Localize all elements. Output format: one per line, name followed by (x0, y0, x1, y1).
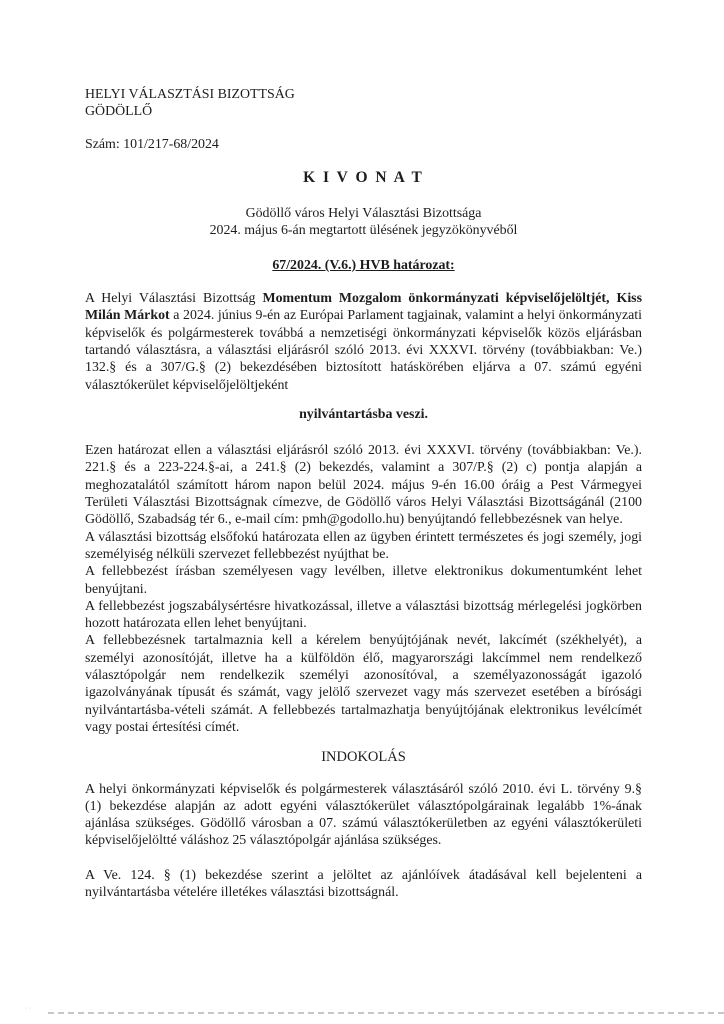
appeal-paragraph-1: Ezen határozat ellen a választási eljárásról szóló 2013. évi XXXVI. törvény (továbbiakban: Ve.). 221.§ és a 223-224.§-ai, a 241.§ (2) bekezdés, valamint a 307/P.§ (2) c) pontja alapján a meghozatalától számított három napon belül 2024. május 9-én 16.00 óráig a Pest Vármegyei Területi Választási Bizottságnak címezve, de Gödöllő város Helyi Választási Bizottságánál (2100 Gödöllő, Szabadság tér 6., e-mail cím: pmh@godollo.hu) benyújtandó fellebbezésnek van helye. (85, 443, 642, 528)
decision-operative-clause: nyilvántartásba veszi. (299, 406, 428, 422)
document-subtitle (85, 205, 642, 240)
document-number: Szám: 101/217-68/2024 (85, 136, 219, 152)
subtitle-line2: 2024. május 6-án megtartott ülésének jegyzökönyvéből (209, 223, 518, 239)
appeal-paragraph-3: A fellebbezést írásban személyesen vagy levélben, illetve elektronikus dokumentumként lehet benyújtani. (85, 564, 642, 597)
reasoning-heading: INDOKOLÁS (321, 749, 406, 766)
decision-heading: 67/2024. (V.6.) HVB határozat: (272, 257, 455, 273)
letterhead (85, 86, 642, 121)
decision-paragraph (85, 290, 642, 394)
appeal-paragraph-5: A fellebbezésnek tartalmaznia kell a kérelem benyújtójának nevét, lakcímét (székhelyét), a személyi azonosítóját, illetve ha a külföldön élő, magyarországi lakcímmel nem rendelkező választópolgár nem rendelkezik személyi azonosítóval, a személyazonosságát igazoló igazolványának típusát és számát, vagy jelölő szervezet vagy más szervezet esetében a bírósági nyilvántartásba-vételi számát. A fellebbezés tartalmazhatja benyújtójának elektronikus levélcímét vagy postai értesítési címét. (85, 633, 642, 735)
subtitle-line1: Gödöllő város Helyi Választási Bizottsága (245, 206, 482, 222)
decision-text-start: A Helyi Választási Bizottság (85, 291, 263, 307)
candidate-name-bold: Momentum Mozgalom önkormányzati képviselőjelöltjét, Kiss Milán Márkot (85, 291, 642, 324)
document-content (85, 86, 642, 901)
org-name-line2: GÖDÖLLŐ (85, 104, 153, 120)
scan-artifact-line (48, 1012, 724, 1014)
document-title: K I V O N A T (303, 168, 424, 186)
paragraph-spacer (85, 850, 642, 867)
appeal-paragraph-2: A választási bizottság elsőfokú határozata ellen az ügyben érintett természetes és jogi személy, jogi személyiség nélküli szervezet fellebbezést nyújthat be. (85, 529, 642, 562)
org-name-line1: HELYI VÁLASZTÁSI BIZOTTSÁG (85, 87, 295, 102)
reasoning-paragraph-2: A Ve. 124. § (1) bekezdése szerint a jelöltet az ajánlóívek átadásával kell bejelenteni a nyilvántartásba vételére illetékes választási bizottságnál. (85, 867, 642, 900)
reasoning-paragraph-1: A helyi önkormányzati képviselők és polgármesterek választásáról szóló 2010. évi L. törvény 9.§ (1) bekezdése alapján az adott egyéni választókerület választópolgárainak legalább 1%-ának ajánlása szükséges. Gödöllő városban a 07. számú választókerületben az egyéni választókerületi képviselőjelöltté váláshoz 25 választópolgár ajánlása szükséges. (85, 781, 642, 849)
appeal-paragraph-4: A fellebbezést jogszabálysértésre hivatkozással, illetve a választási bizottság mérlegelési jogkörben hozott határozata ellen lehet benyújtani. (85, 598, 642, 632)
decision-text-end: a 2024. június 9-én az Európai Parlament tagjainak, valamint a helyi önkormányzati képviselők és polgármesterek továbbá a nemzetiségi önkormányzati képviselők közös eljárásban tartandó választásra, a választási eljárásról szóló 2013. évi XXXVI. törvény (továbbiakban: Ve.) 132.§ és a 307/G.§ (2) bekezdésében biztosított hatáskörében eljárva a 07. számú egyéni választókerület képviselőjelöltjeként (85, 308, 642, 393)
scan-artifact-speck: ·· (25, 1006, 33, 1012)
